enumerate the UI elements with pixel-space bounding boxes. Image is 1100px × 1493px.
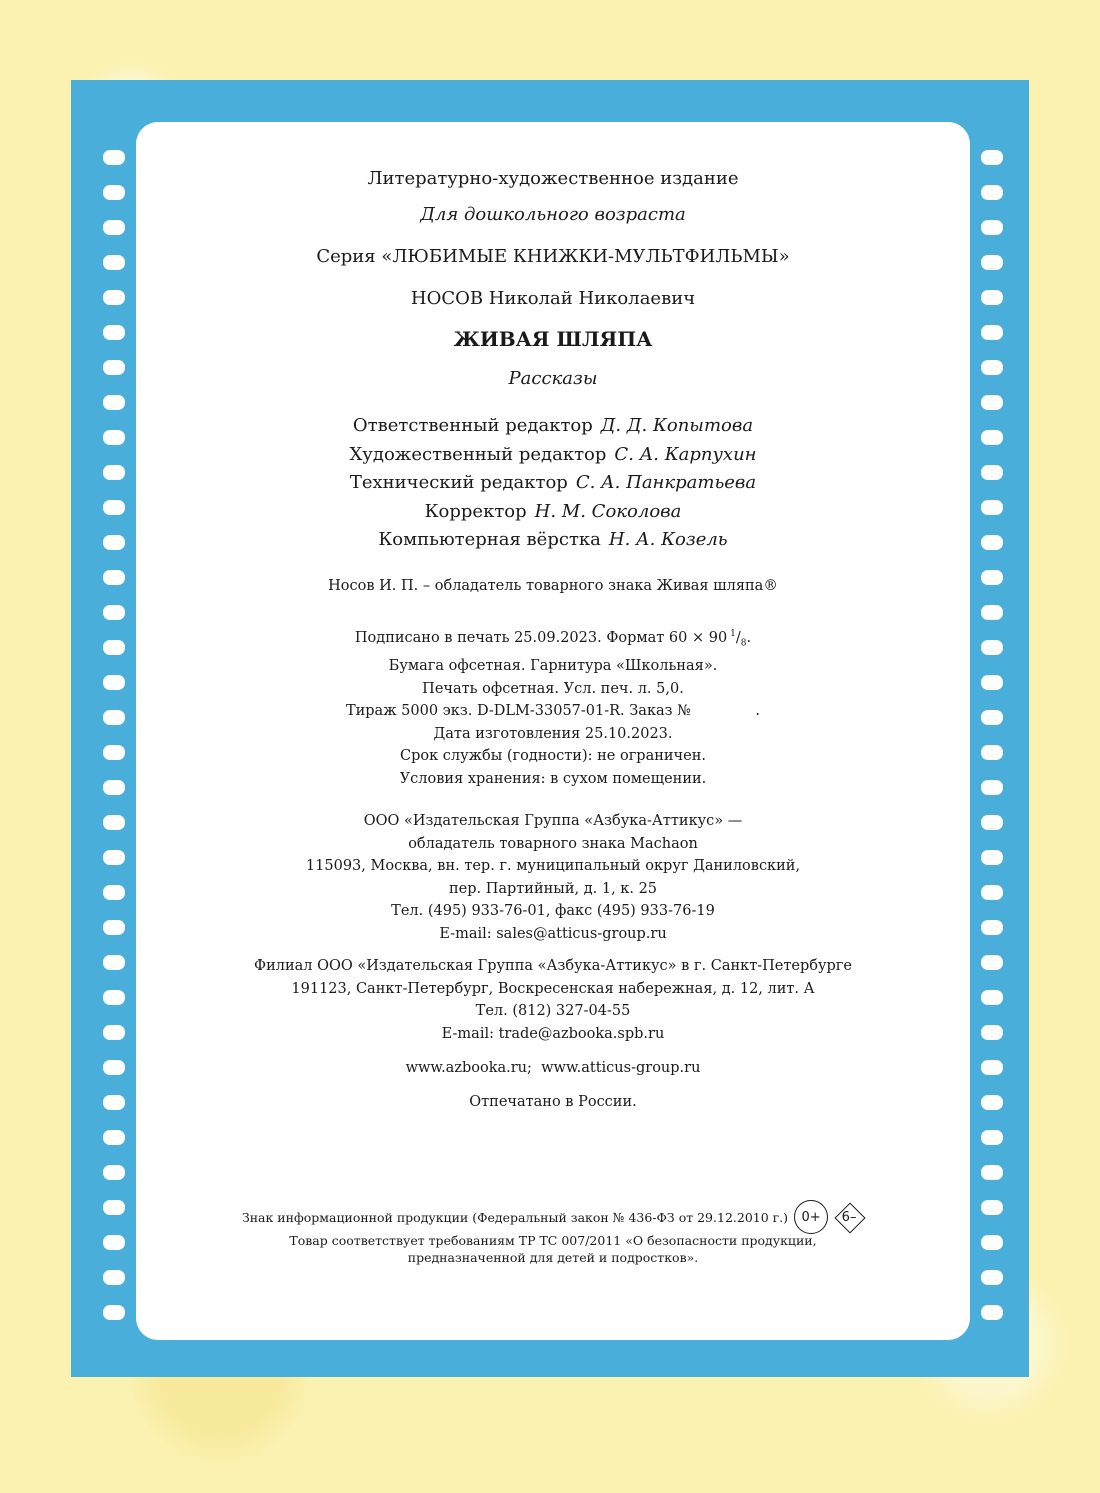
perforation — [981, 1060, 1003, 1075]
perforation — [981, 220, 1003, 235]
publisher-line: пер. Партийный, д. 1, к. 25 — [448, 880, 658, 897]
branch-line: Филиал ООО «Издательская Группа «Азбука-Аттикус» в г. Санкт-Петербурге — [254, 958, 852, 975]
perforation — [981, 850, 1003, 865]
genre-label: Рассказы — [508, 368, 598, 389]
editor-role: Ответственный редактор — [352, 415, 593, 436]
perforation — [981, 1235, 1003, 1250]
print-info-line: Дата изготовления 25.10.2023. — [433, 725, 673, 742]
editor-name: С. А. Карпухин — [614, 443, 757, 465]
perforation — [103, 1130, 125, 1145]
perforation — [103, 325, 125, 340]
perforation — [981, 675, 1003, 690]
perforation — [103, 640, 125, 655]
perforation — [103, 710, 125, 725]
perforation — [103, 885, 125, 900]
perforation — [981, 570, 1003, 585]
perforation — [981, 255, 1003, 270]
publisher-line: Тел. (495) 933-76-01, факс (495) 933-76-19 — [391, 903, 715, 920]
editor-name: Д. Д. Копытова — [600, 415, 754, 436]
film-perforations-left — [103, 150, 125, 1340]
perforation — [981, 1025, 1003, 1040]
book-title: ЖИВАЯ ШЛЯПА — [453, 327, 653, 351]
perforation — [103, 1025, 125, 1040]
perforation — [103, 1235, 125, 1250]
perforation — [103, 920, 125, 935]
age-rating-circle-icon: 0+ — [794, 1200, 828, 1234]
perforation — [103, 1095, 125, 1110]
perforation — [981, 185, 1003, 200]
print-info-line: Условия хранения: в сухом помещении. — [399, 770, 707, 787]
perforation — [981, 1305, 1003, 1320]
branch-line: 191123, Санкт-Петербург, Воскресенская набережная, д. 12, лит. А — [291, 980, 815, 997]
editor-role: Художественный редактор — [349, 443, 607, 465]
publisher-line: ООО «Издательская Группа «Азбука-Аттикус» — — [363, 813, 743, 830]
print-info-line: Печать офсетная. Усл. печ. л. 5,0. — [422, 680, 684, 697]
perforation — [103, 745, 125, 760]
perforation — [981, 430, 1003, 445]
branch-email: E-mail: trade@azbooka.spb.ru — [441, 1025, 665, 1042]
perforation — [103, 465, 125, 480]
editor-name: Н. А. Козель — [608, 529, 728, 550]
editor-row — [136, 498, 970, 527]
perforation — [103, 535, 125, 550]
perforation — [103, 570, 125, 585]
perforation — [103, 780, 125, 795]
perforation — [981, 1165, 1003, 1180]
editor-name: С. А. Панкратьева — [575, 472, 757, 493]
branch-line: Тел. (812) 327-04-55 — [475, 1003, 631, 1020]
perforation — [103, 395, 125, 410]
perforation — [981, 885, 1003, 900]
print-info-line: Бумага офсетная. Гарнитура «Школьная». — [388, 658, 718, 675]
perforation — [981, 990, 1003, 1005]
perforation — [981, 535, 1003, 550]
perforation — [981, 500, 1003, 515]
imprint-content — [136, 168, 970, 1113]
info-sign-text: Знак информационной продукции (Федеральный закон № 436-ФЗ от 29.12.2010 г.) — [241, 1209, 789, 1225]
perforation — [981, 955, 1003, 970]
perforation — [103, 815, 125, 830]
publisher-line: 115093, Москва, вн. тер. г. муниципальный округ Даниловский, — [305, 858, 801, 875]
perforation — [981, 150, 1003, 165]
print-info-line: Подписано в печать 25.09.2023. Формат 60 × 90 $^1/_8$. — [354, 629, 752, 649]
perforation — [103, 360, 125, 375]
perforation — [103, 500, 125, 515]
editor-row — [136, 526, 970, 555]
editor-role: Технический редактор — [349, 472, 568, 493]
websites: www.azbooka.ru; www.atticus-group.ru — [405, 1060, 701, 1077]
perforation — [103, 430, 125, 445]
perforation — [981, 605, 1003, 620]
perforation — [981, 290, 1003, 305]
perforation — [103, 850, 125, 865]
perforation — [103, 150, 125, 165]
age-rating-diamond-label: 6– — [841, 1209, 857, 1225]
editor-row — [136, 441, 970, 470]
perforation — [103, 1165, 125, 1180]
perforation — [981, 920, 1003, 935]
publisher-line: обладатель товарного знака Machaon — [408, 835, 698, 852]
author-name: НОСОВ Николай Николаевич — [410, 288, 696, 309]
audience-label: Для дошкольного возраста — [420, 204, 686, 225]
editor-name: Н. М. Соколова — [534, 500, 682, 522]
editor-role: Компьютерная вёрстка — [378, 529, 601, 550]
print-info-line: Срок службы (годности): не ограничен. — [399, 748, 706, 765]
perforation — [103, 1270, 125, 1285]
perforation — [981, 1270, 1003, 1285]
perforation — [981, 710, 1003, 725]
film-perforations-right — [981, 150, 1003, 1340]
publisher-info — [136, 810, 970, 945]
perforation — [103, 255, 125, 270]
age-rating-diamond-icon — [834, 1202, 864, 1232]
perforation — [103, 1305, 125, 1320]
editor-row — [136, 412, 970, 441]
perforation — [103, 1200, 125, 1215]
editors-list — [136, 412, 970, 555]
print-info-line: Тираж 5000 экз. D-DLM-33057-01-R. Заказ № . — [345, 703, 761, 720]
info-sign-row — [136, 1200, 970, 1234]
perforation — [103, 990, 125, 1005]
perforation — [103, 605, 125, 620]
perforation — [103, 220, 125, 235]
footer-legal — [136, 1200, 970, 1266]
editor-role: Корректор — [424, 500, 527, 522]
perforation — [981, 815, 1003, 830]
trademark-note: Носов И. П. – обладатель товарного знака Живая шляпа® — [328, 577, 778, 594]
perforation — [103, 290, 125, 305]
imprint-page — [136, 122, 970, 1340]
print-signed-format: Подписано в печать 25.09.2023. Формат 60 × 90 — [354, 629, 728, 646]
branch-info — [136, 955, 970, 1045]
compliance-line: Товар соответствует требованиям ТР ТС 007/2011 «О безопасности продукции, — [289, 1233, 817, 1248]
perforation — [103, 955, 125, 970]
format-numerator: 1 — [730, 629, 736, 639]
perforation — [981, 780, 1003, 795]
publisher-email: E-mail: sales@atticus-group.ru — [439, 925, 667, 942]
print-info-period: . — [746, 629, 752, 646]
perforation — [981, 1095, 1003, 1110]
perforation — [103, 185, 125, 200]
compliance-line: предназначенной для детей и подростков». — [407, 1250, 699, 1265]
perforation — [981, 1130, 1003, 1145]
perforation — [981, 465, 1003, 480]
editor-row — [136, 469, 970, 498]
perforation — [981, 360, 1003, 375]
perforation — [981, 325, 1003, 340]
print-info — [136, 623, 970, 790]
perforation — [103, 675, 125, 690]
series-label: Серия «ЛЮБИМЫЕ КНИЖКИ-МУЛЬТФИЛЬМЫ» — [316, 246, 790, 267]
perforation — [981, 395, 1003, 410]
printed-in: Отпечатано в России. — [469, 1093, 637, 1110]
perforation — [981, 1200, 1003, 1215]
edition-type: Литературно-художественное издание — [367, 168, 739, 189]
perforation — [981, 745, 1003, 760]
format-denominator: 8 — [740, 638, 747, 649]
perforation — [981, 640, 1003, 655]
perforation — [103, 1060, 125, 1075]
